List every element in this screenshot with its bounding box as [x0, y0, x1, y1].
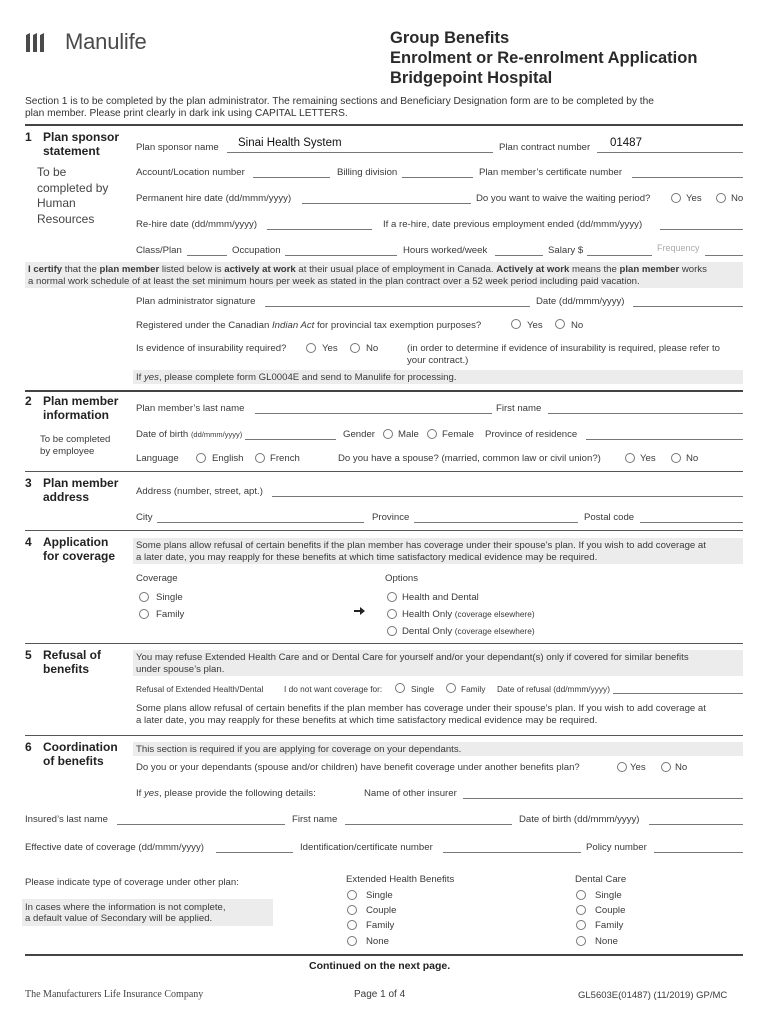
spouse-no-label: No [686, 453, 699, 464]
refusal-label: Refusal of Extended Health/Dental [136, 684, 264, 694]
first-name-field[interactable] [548, 413, 743, 414]
company-name: The Manufacturers Life Insurance Company [25, 989, 204, 1000]
insured-last-name-label: Insured’s last name [25, 814, 109, 825]
header-subtitle: Enrolment or Re-enrolment Application [390, 49, 698, 67]
ehb-heading: Extended Health Benefits [346, 874, 455, 885]
option-health-only-label: Health Only (coverage elsewhere) [402, 609, 535, 620]
coverage-single-label: Single [156, 592, 183, 603]
dental-none-label: None [595, 936, 618, 947]
city-label: City [136, 512, 153, 523]
form-code: GL5603E(01487) (11/2019) GP/MC [578, 990, 728, 1001]
gender-female-radio[interactable] [427, 429, 437, 439]
dental-single-radio[interactable] [576, 890, 586, 900]
ehb-family-radio[interactable] [347, 920, 357, 930]
postal-field[interactable] [640, 522, 743, 523]
ehb-couple-radio[interactable] [347, 905, 357, 915]
eoi-yes-label: Yes [322, 343, 338, 354]
refusal-note-4: a later date, you may reapply for these benefits at which time satisfactory medical evidence may be required. [136, 715, 598, 726]
frequency-label: Frequency [657, 243, 700, 253]
prev-employment-field[interactable] [660, 229, 743, 230]
option-dental-only-label: Dental Only (coverage elsewhere) [402, 626, 535, 637]
refusal-note-3: Some plans allow refusal of certain benefits if the plan member has coverage under their spouse’s plan. If you wish to add coverage at [136, 703, 706, 714]
intro-line1: Section 1 is to be completed by the plan administrator. The remaining sections and Beneficiary Designation form are to be completed by the [25, 96, 654, 107]
admin-signature-field[interactable] [265, 306, 530, 307]
option-health-dental-label: Health and Dental [402, 592, 479, 603]
rehire-date-field[interactable] [267, 229, 372, 230]
salary-field[interactable] [587, 255, 652, 256]
dental-couple-label: Couple [595, 905, 626, 916]
coverage-family-radio[interactable] [139, 609, 149, 619]
eoi-no-radio[interactable] [350, 343, 360, 353]
billing-label: Billing division [337, 167, 398, 178]
language-french-radio[interactable] [255, 453, 265, 463]
address-label: Address (number, street, apt.) [136, 486, 263, 497]
refusal-single-label: Single [411, 684, 435, 694]
section-number: 1 [25, 130, 32, 144]
gender-male-label: Male [398, 429, 419, 440]
dental-family-label: Family [595, 920, 624, 931]
intro-line2: plan member. Please print clearly in dark ink using CAPITAL LETTERS. [25, 108, 348, 119]
section-title-2: information [43, 408, 109, 422]
insured-dob-label: Date of birth (dd/mmm/yyyy) [519, 814, 640, 825]
refusal-family-label: Family [461, 684, 486, 694]
sponsor-name-label: Plan sponsor name [136, 142, 219, 153]
section-title-2: for coverage [43, 549, 116, 563]
section-number: 5 [25, 648, 32, 662]
section-title-2: address [43, 490, 90, 504]
identification-field[interactable] [443, 852, 581, 853]
gender-female-label: Female [442, 429, 474, 440]
waive-yes-label: Yes [686, 193, 702, 204]
first-name-label: First name [496, 403, 542, 414]
hr-note: To be [37, 165, 67, 179]
other-plan-no-label: No [675, 762, 688, 773]
section-title: Application [43, 535, 109, 549]
occupation-label: Occupation [232, 245, 281, 256]
coverage-heading: Coverage [136, 573, 178, 584]
identification-label: Identification/certificate number [300, 842, 433, 853]
last-name-label: Plan member’s last name [136, 403, 245, 414]
coverage-family-label: Family [156, 609, 185, 620]
province-residence-field[interactable] [586, 439, 743, 440]
header-title: Group Benefits [390, 29, 510, 47]
certification-text-2: a normal work schedule of at least the set minimum hours per week as stated in the plan contract over a 52 week period including paid vacation. [28, 276, 640, 287]
eoi-no-label: No [366, 343, 379, 354]
admin-date-label: Date (dd/mmm/yyyy) [536, 296, 625, 307]
waive-no-radio[interactable] [716, 193, 726, 203]
indian-yes-radio[interactable] [511, 319, 521, 329]
certificate-field[interactable] [632, 177, 743, 178]
other-plan-no-radio[interactable] [661, 762, 671, 772]
gender-label: Gender [343, 429, 375, 440]
ehb-none-label: None [366, 936, 389, 947]
coverage-single-radio[interactable] [139, 592, 149, 602]
section-number: 3 [25, 476, 32, 490]
coverage-note: Some plans allow refusal of certain benefits if the plan member has coverage under their spouse’s plan. If you wish to add coverage at [136, 540, 706, 551]
section-divider [25, 643, 743, 644]
ehb-couple-label: Couple [366, 905, 397, 916]
account-field[interactable] [253, 177, 330, 178]
section-divider [25, 124, 743, 126]
effective-date-field[interactable] [216, 852, 293, 853]
section-divider [25, 735, 743, 736]
last-name-field[interactable] [255, 413, 492, 414]
salary-label: Salary $ [548, 245, 584, 256]
admin-date-field[interactable] [633, 306, 743, 307]
section-title-2: statement [43, 144, 100, 158]
option-health-only-radio[interactable] [387, 609, 397, 619]
class-label: Class/Plan [136, 245, 182, 256]
employee-note: To be completed [40, 434, 111, 445]
default-note-2: a default value of Secondary will be applied. [25, 913, 213, 924]
language-label: Language [136, 453, 179, 464]
frequency-field[interactable] [705, 255, 743, 256]
refusal-date-label: Date of refusal (dd/mmm/yyyy) [497, 684, 610, 694]
no-coverage-label: I do not want coverage for: [284, 684, 383, 694]
insurer-field[interactable] [463, 798, 743, 799]
insured-first-name-label: First name [292, 814, 338, 825]
eoi-label: Is evidence of insurability required? [136, 343, 287, 354]
dental-couple-radio[interactable] [576, 905, 586, 915]
postal-label: Postal code [584, 512, 635, 523]
page-number: Page 1 of 4 [354, 989, 406, 1000]
section-title-2: of benefits [43, 754, 104, 768]
occupation-field[interactable] [285, 255, 397, 256]
effective-date-label: Effective date of coverage (dd/mmm/yyyy) [25, 842, 204, 853]
province-field[interactable] [414, 522, 578, 523]
contract-number-line [597, 152, 743, 153]
spouse-yes-label: Yes [640, 453, 656, 464]
eoi-note: (in order to determine if evidence of insurability is required, please refer to [407, 343, 721, 354]
hours-label: Hours worked/week [403, 245, 488, 256]
header-employer: Bridgepoint Hospital [390, 69, 553, 87]
hr-note: completed by [37, 181, 109, 195]
address-field[interactable] [272, 496, 743, 497]
insured-last-name-field[interactable] [117, 824, 285, 825]
section-title-2: benefits [43, 662, 90, 676]
indian-yes-label: Yes [527, 320, 543, 331]
hours-field[interactable] [495, 255, 543, 256]
eoi-instruction: If yes, please complete form GL0004E and send to Manulife for processing. [136, 372, 457, 383]
coverage-type-label: Please indicate type of coverage under other plan: [25, 877, 239, 888]
policy-number-label: Policy number [586, 842, 647, 853]
arrow-right-icon [354, 606, 365, 616]
refusal-note-2: under spouse’s plan. [136, 664, 225, 675]
insurer-label: Name of other insurer [364, 788, 457, 799]
section-title: Plan member [43, 394, 119, 408]
section-divider [25, 471, 743, 472]
section-divider [25, 530, 743, 531]
sponsor-name-line [227, 152, 493, 153]
waive-no-label: No [731, 193, 744, 204]
hr-note: Human [37, 196, 76, 210]
language-english-label: English [212, 453, 244, 464]
admin-signature-label: Plan administrator signature [136, 296, 256, 307]
default-note: In cases where the information is not complete, [25, 902, 226, 913]
eoi-yes-radio[interactable] [306, 343, 316, 353]
dob-label: Date of birth (dd/mmm/yyyy) [136, 429, 243, 440]
refusal-date-field[interactable] [613, 693, 743, 694]
other-plan-yes-radio[interactable] [617, 762, 627, 772]
options-heading: Options [385, 573, 419, 584]
section-title: Refusal of [43, 648, 102, 662]
refusal-family-radio[interactable] [446, 683, 456, 693]
eoi-note-2: your contract.) [407, 355, 469, 366]
spouse-yes-radio[interactable] [625, 453, 635, 463]
city-field[interactable] [157, 522, 364, 523]
insured-first-name-field[interactable] [345, 824, 512, 825]
other-details-label: If yes, please provide the following details: [136, 788, 316, 799]
waive-yes-radio[interactable] [671, 193, 681, 203]
language-french-label: French [270, 453, 300, 464]
indian-no-label: No [571, 320, 584, 331]
language-english-radio[interactable] [196, 453, 206, 463]
section-number: 4 [25, 535, 32, 549]
refusal-single-radio[interactable] [395, 683, 405, 693]
certification-text: I certify that the plan member listed below is actively at work at their usual place of employment in Canada. Actively at work means the plan member works [28, 264, 707, 275]
ehb-single-radio[interactable] [347, 890, 357, 900]
section-number: 6 [25, 740, 32, 754]
coverage-note-2: a later date, you may reapply for these benefits at which time satisfactory medical evidence may be required. [136, 552, 598, 563]
hire-date-label: Permanent hire date (dd/mmm/yyyy) [136, 193, 292, 204]
dental-none-radio[interactable] [576, 936, 586, 946]
province-residence-label: Province of residence [485, 429, 578, 440]
dental-family-radio[interactable] [576, 920, 586, 930]
class-field[interactable] [187, 255, 227, 256]
indian-act-label: Registered under the Canadian Indian Act for provincial tax exemption purposes? [136, 320, 482, 331]
spouse-no-radio[interactable] [671, 453, 681, 463]
manulife-logo-icon [25, 31, 47, 53]
hr-note: Resources [37, 212, 95, 226]
footer-divider [25, 954, 743, 956]
ehb-single-label: Single [366, 890, 393, 901]
refusal-note: You may refuse Extended Health Care and or Dental Care for yourself and/or your dependant(s) only if covered for similar benefits [136, 652, 689, 663]
billing-field[interactable] [402, 177, 473, 178]
coordination-note: This section is required if you are applying for coverage on your dependants. [136, 744, 462, 755]
contract-number-label: Plan contract number [499, 142, 591, 153]
option-dental-only-radio[interactable] [387, 626, 397, 636]
certificate-label: Plan member’s certificate number [479, 167, 623, 178]
option-health-dental-radio[interactable] [387, 592, 397, 602]
brand-name: Manulife [65, 29, 147, 54]
dob-field[interactable] [245, 439, 336, 440]
gender-male-radio[interactable] [383, 429, 393, 439]
section-title: Plan sponsor [43, 130, 120, 144]
dental-heading: Dental Care [575, 874, 627, 885]
sponsor-name-field[interactable]: Sinai Health System [238, 137, 342, 149]
policy-number-field[interactable] [654, 852, 743, 853]
section-title: Plan member [43, 476, 119, 490]
spouse-label: Do you have a spouse? (married, common law or civil union?) [338, 453, 601, 464]
section-divider [25, 390, 743, 392]
continued-note: Continued on the next page. [309, 960, 451, 972]
insured-dob-field[interactable] [649, 824, 743, 825]
prev-employment-label: If a re-hire, date previous employment ended (dd/mmm/yyyy) [383, 219, 643, 230]
rehire-date-label: Re-hire date (dd/mmm/yyyy) [136, 219, 258, 230]
account-label: Account/Location number [136, 167, 245, 178]
ehb-family-label: Family [366, 920, 395, 931]
hire-date-field[interactable] [302, 203, 471, 204]
other-plan-yes-label: Yes [630, 762, 646, 773]
waive-label: Do you want to waive the waiting period? [476, 193, 651, 204]
contract-number-field[interactable]: 01487 [610, 137, 642, 149]
section-number: 2 [25, 394, 32, 408]
employee-note-2: by employee [40, 446, 95, 457]
ehb-none-radio[interactable] [347, 936, 357, 946]
province-label: Province [372, 512, 410, 523]
indian-no-radio[interactable] [555, 319, 565, 329]
other-plan-question: Do you or your dependants (spouse and/or children) have benefit coverage under another benefits plan? [136, 762, 580, 773]
section-title: Coordination [43, 740, 118, 754]
dental-single-label: Single [595, 890, 622, 901]
